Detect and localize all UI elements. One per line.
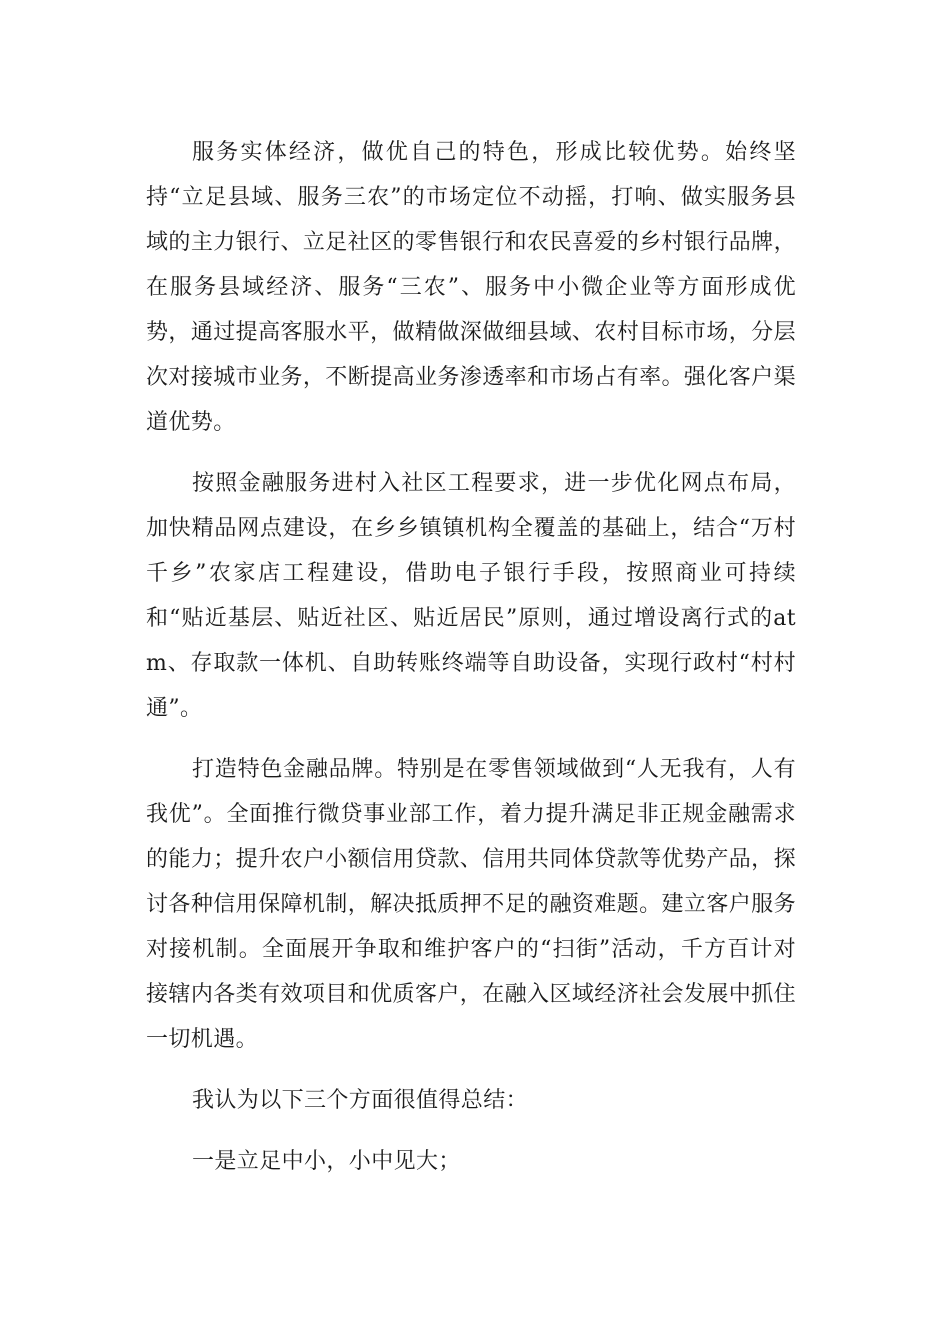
paragraph-5: 一是立足中小，小中见大； [192,1149,461,1174]
document-body [146,130,796,1200]
paragraph-1: 服务实体经济，做优自己的特色，形成比较优势。始终坚持“立足县域、服务三农”的市场定位不动摇，打响、做实服务县域的主力银行、立足社区的零售银行和农民喜爱的乡村银行品牌，在服务县域经济、服务“三农”、服务中小微企业等方面形成优势，通过提高客服水平，做精做深做细县域、农村目标市场，分层次对接城市业务，不断提高业务渗透率和市场占有率。强化客户渠道优势。 [146,140,796,435]
paragraph-2: 按照金融服务进村入社区工程要求，进一步优化网点布局，加快精品网点建设，在乡乡镇镇机构全覆盖的基础上，结合“万村千乡”农家店工程建设，借助电子银行手段，按照商业可持续和“贴近基层、贴近社区、贴近居民”原则，通过增设离行式的atm、存取款一体机、自助转账终端等自助设备，实现行政村“村村通”。 [146,471,796,721]
paragraph-3: 打造特色金融品牌。特别是在零售领域做到“人无我有，人有我优”。全面推行微贷事业部工作，着力提升满足非正规金融需求的能力；提升农户小额信用贷款、信用共同体贷款等优势产品，探讨各种信用保障机制，解决抵质押不足的融资难题。建立客户服务对接机制。全面展开争取和维护客户的“扫街”活动，千方百计对接辖内各类有效项目和优质客户，在融入区域经济社会发展中抓住一切机遇。 [146,757,796,1052]
paragraph-4: 我认为以下三个方面很值得总结： [192,1088,529,1113]
